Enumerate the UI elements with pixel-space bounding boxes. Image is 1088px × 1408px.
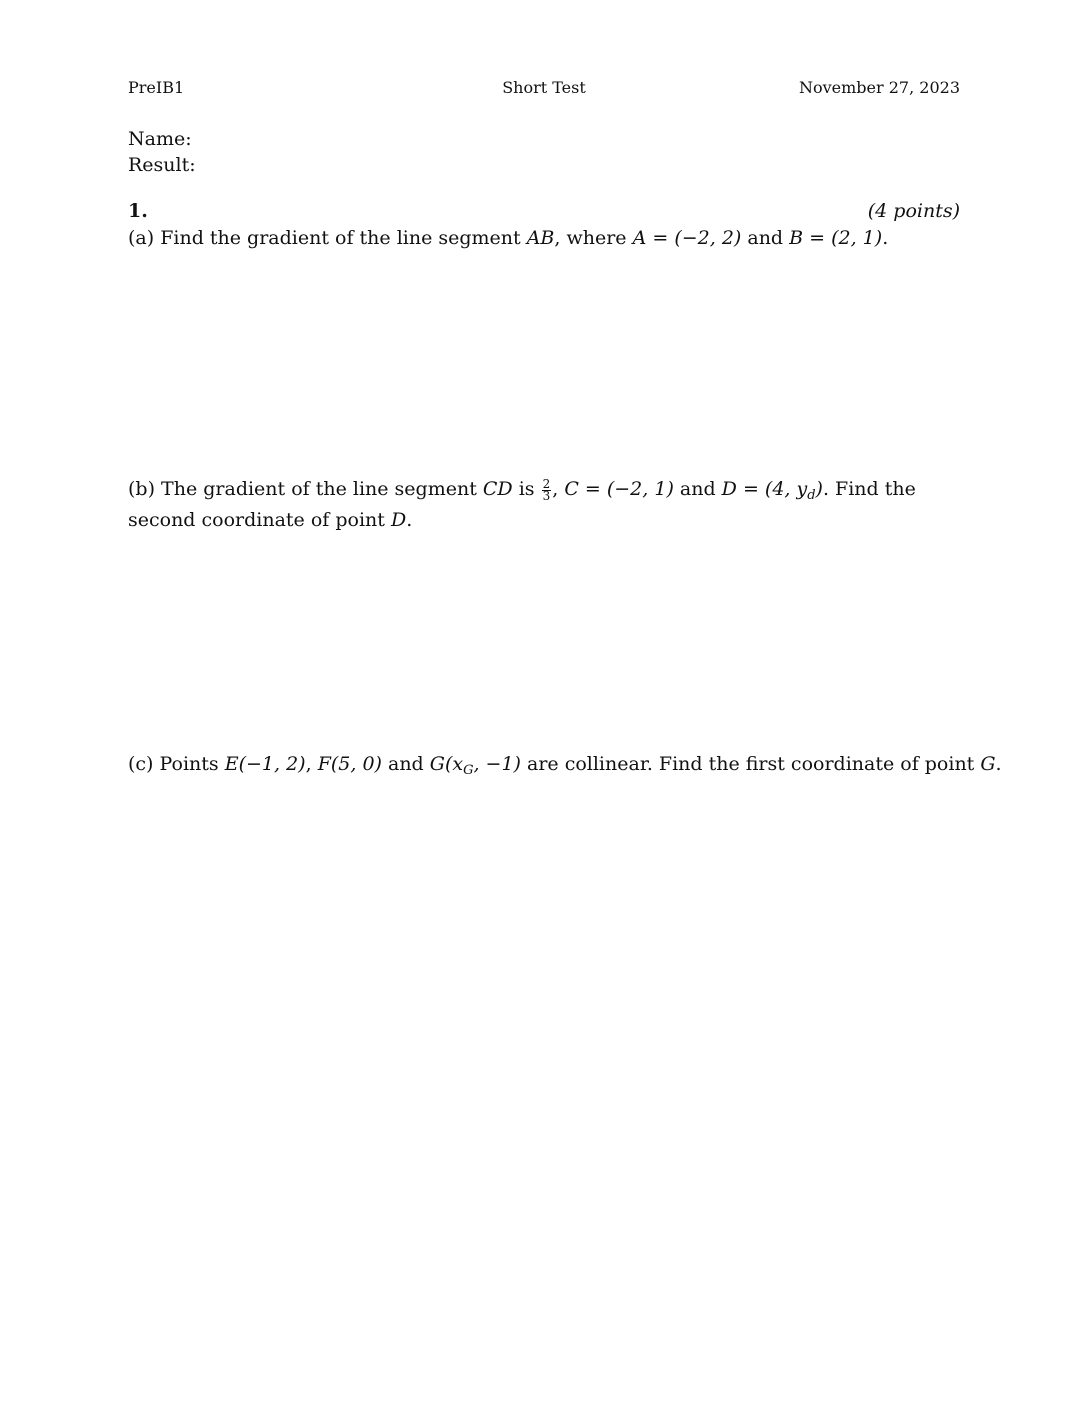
point-g-subscript: G — [463, 763, 474, 778]
point-d-name: D — [390, 509, 407, 531]
part-c-label: (c) — [128, 753, 154, 775]
course-code: PreIB1 — [128, 78, 185, 97]
gradient-fraction — [542, 476, 552, 503]
point-d-close: ) — [815, 478, 823, 500]
point-g-close: , −1) — [473, 753, 521, 775]
part-a-text: Find the gradient of the line segment — [160, 227, 527, 249]
point-d — [721, 478, 823, 503]
point-d-main: D = (4, y — [721, 478, 808, 500]
point-f: F(5, 0) — [317, 753, 382, 775]
part-c-text: are collinear. Find the first coordinate of point — [520, 753, 981, 775]
part-a-label: (a) — [128, 227, 155, 249]
student-info — [128, 126, 196, 178]
part-c-text: Points — [159, 753, 225, 775]
question-header — [128, 200, 960, 226]
fraction-denominator: 3 — [542, 488, 551, 503]
point-g — [429, 753, 521, 778]
page-header — [128, 78, 960, 100]
part-c-text: . — [995, 753, 1002, 775]
test-date: November 27, 2023 — [798, 78, 960, 97]
part-b-text: The gradient of the line segment — [161, 478, 483, 500]
question-points: (4 points) — [867, 200, 960, 222]
point-b: B = (2, 1) — [789, 227, 883, 249]
part-c-text: and — [381, 753, 430, 775]
part-a-text: , where — [554, 227, 633, 249]
part-b-text: . — [406, 509, 413, 531]
fraction-numerator: 2 — [542, 476, 551, 491]
part-b-text: , — [552, 478, 565, 500]
part-c-text: , — [305, 753, 318, 775]
test-title: Short Test — [502, 78, 586, 97]
part-a — [128, 226, 960, 251]
point-d-subscript: d — [807, 488, 816, 503]
part-a-text: and — [741, 227, 790, 249]
result-label: Result: — [128, 154, 196, 176]
part-b-label: (b) — [128, 478, 155, 500]
part-b-text: . Find the second coordinate of point — [128, 478, 916, 531]
point-a: A = (−2, 2) — [632, 227, 742, 249]
part-c — [128, 752, 1002, 783]
point-e: E(−1, 2) — [224, 753, 306, 775]
point-g-main: G(x — [429, 753, 464, 775]
point-g-name: G — [980, 753, 996, 775]
point-c: C = (−2, 1) — [564, 478, 674, 500]
name-label: Name: — [128, 128, 192, 150]
question-number: 1. — [128, 200, 148, 222]
segment-ab: AB — [526, 227, 555, 249]
part-a-text: . — [882, 227, 889, 249]
part-b-text: and — [673, 478, 722, 500]
segment-cd: CD — [482, 478, 513, 500]
part-b-text: is — [512, 478, 541, 500]
part-b — [128, 477, 960, 533]
